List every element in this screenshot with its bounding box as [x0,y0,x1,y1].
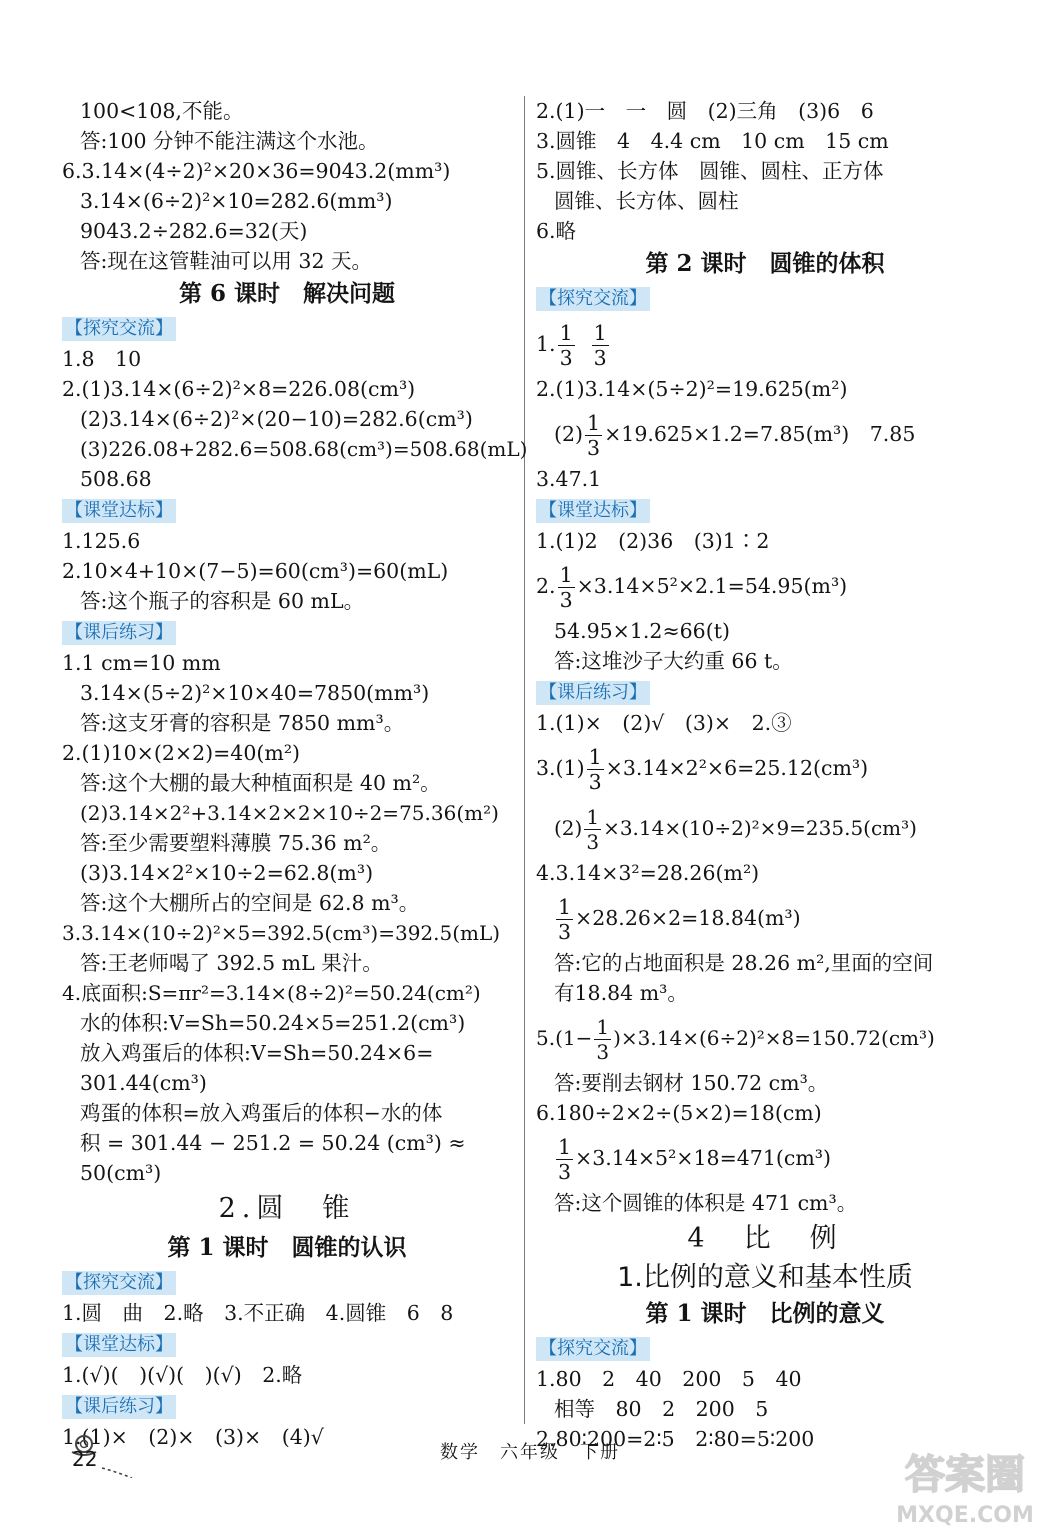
answer-line: 1.(1)2 (2)36 (3)1∶2 [536,529,770,553]
answer-line [536,314,994,374]
fraction-denominator: 3 [559,588,573,612]
answer-line: 答:这个大棚的最大种植面积是 40 m²。 [80,771,441,795]
fraction-numerator: 1 [588,745,602,769]
watermark-logo [880,1440,1050,1530]
answer-line: 1.125.6 [62,529,141,553]
section-tag-explore: 【探究交流】 [62,1271,176,1295]
answer-line: (2)3.14×(6÷2)²×(20−10)=282.6(cm³) [80,407,473,431]
fraction [556,1135,573,1184]
section-heading: 1.比例的意义和基本性质 [617,1262,913,1293]
answer-line: 3.47.1 [536,467,602,491]
answer-line: 2.(1)3.14×(5÷2)²=19.625(m²) [536,377,848,401]
answer-line [536,798,994,858]
fraction-denominator: 3 [558,1160,572,1184]
answer-line: 3.圆锥 4 4.4 cm 10 cm 15 cm [536,129,889,153]
left-column [62,96,528,1452]
answer-line: 答:王老师喝了 392.5 mL 果汁。 [80,951,383,975]
section-tag-explore: 【探究交流】 [536,287,650,311]
watermark-text: 答案圈 [905,1452,1025,1498]
fraction [585,411,602,460]
answer-line: 放入鸡蛋后的体积:V=Sh=50.24×6= [80,1041,434,1065]
fraction [558,321,575,370]
fraction [592,321,609,370]
answer-line [536,1128,994,1188]
fraction-denominator: 3 [588,770,602,794]
answer-line: 圆锥、长方体、圆柱 [554,189,739,213]
answer-line: 6.180÷2×2÷(5×2)=18(cm) [536,1101,822,1125]
fraction-denominator: 3 [587,436,601,460]
item-number: 2. [536,574,556,598]
answer-line: 答:这支牙膏的容积是 7850 mm³。 [80,711,405,735]
page-number: 22 [72,1447,98,1471]
answer-line: 答:要削去钢材 150.72 cm³。 [554,1071,829,1095]
formula-text: ×3.14×2²×6=25.12(cm³) [605,756,869,780]
answer-line: 有18.84 m³。 [554,981,688,1005]
right-column [536,96,994,1454]
answer-line: 答:这个瓶子的容积是 60 mL。 [80,589,365,613]
watermark-url: MXQE.COM [896,1503,1034,1528]
answer-line: 3.14×(5÷2)²×10×40=7850(mm³) [80,681,430,705]
section-tag-after: 【课后练习】 [62,1395,176,1419]
item-number: (2) [554,422,584,446]
book-label: 数学 六年级 下册 [440,1442,620,1463]
answer-line: 2.(1)3.14×(6÷2)²×8=226.08(cm³) [62,377,416,401]
fraction-numerator: 1 [586,805,600,829]
answer-line: 50(cm³) [80,1161,162,1185]
answer-line: 6.3.14×(4÷2)²×20×36=9043.2(mm³) [62,159,451,183]
lesson-heading: 第 1 课时 圆锥的认识 [167,1234,407,1261]
fraction-denominator: 3 [596,1040,610,1064]
fraction-denominator: 3 [558,920,572,944]
answer-line: (3)226.08+282.6=508.68(cm³)=508.68(mL) [80,437,528,461]
answer-line: 积 = 301.44 − 251.2 = 50.24 (cm³) ≈ [80,1131,466,1155]
answer-line: 答:现在这管鞋油可以用 32 天。 [80,249,373,273]
formula-text: ×28.26×2=18.84(m³) [575,906,801,930]
answer-line: 9043.2÷282.6=32(天) [80,219,308,243]
answer-line: 4.3.14×3²=28.26(m²) [536,861,760,885]
answer-line [536,1008,994,1068]
formula-text: ×3.14×5²×2.1=54.95(m³) [576,574,848,598]
lesson-heading: 第 1 课时 比例的意义 [645,1300,885,1327]
item-number: 3.(1) [536,756,585,780]
answer-line: 2.80∶200=2∶5 2∶80=5∶200 [536,1427,815,1451]
answer-line: 5.圆锥、长方体 圆锥、圆柱、正方体 [536,159,884,183]
formula-text: )×3.14×(6÷2)²×8=150.72(cm³) [613,1026,935,1050]
fraction-denominator: 3 [593,346,607,370]
answer-line: 2.(1)一 一 圆 (2)三角 (3)6 6 [536,99,874,123]
fraction [587,745,604,794]
answer-line: 301.44(cm³) [80,1071,207,1095]
section-tag-class: 【课堂达标】 [536,499,650,523]
formula-text: ×3.14×(10÷2)²×9=235.5(cm³) [603,816,917,840]
fraction [594,1015,611,1064]
answer-line: 3.14×(6÷2)²×10=282.6(mm³) [80,189,393,213]
answer-line: 答:这个大棚所占的空间是 62.8 m³。 [80,891,420,915]
section-tag-explore: 【探究交流】 [536,1337,650,1361]
answer-line: 1.80 2 40 200 5 40 [536,1367,802,1391]
answer-line: 54.95×1.2≈66(t) [554,619,730,643]
unit-heading: 4 比 例 [687,1223,843,1254]
answer-line: 2.10×4+10×(7−5)=60(cm³)=60(mL) [62,559,449,583]
answer-line: 1.圆 曲 2.略 3.不正确 4.圆锥 6 8 [62,1301,454,1325]
fraction-numerator: 1 [559,563,573,587]
answer-line: (2)3.14×2²+3.14×2×2×10÷2=75.36(m²) [80,801,499,825]
section-tag-explore: 【探究交流】 [62,317,176,341]
answer-line: 1.(1)× (2)× (3)× (4)√ [62,1425,324,1449]
section-tag-class: 【课堂达标】 [62,1333,176,1357]
section-tag-class: 【课堂达标】 [62,499,176,523]
answer-line: 6.略 [536,219,577,243]
answer-line: 1.1 cm=10 mm [62,651,221,675]
lesson-heading: 第 2 课时 圆锥的体积 [645,250,885,277]
answer-line: 答:至少需要塑料薄膜 75.36 m²。 [80,831,392,855]
answer-line: 答:100 分钟不能注满这个水池。 [80,129,379,153]
lesson-heading: 第 6 课时 解决问题 [178,280,396,307]
answer-line: 1.(1)× (2)√ (3)× 2.③ [536,711,792,735]
fraction [558,563,575,612]
fraction-numerator: 1 [596,1015,610,1039]
answer-line [536,556,994,616]
answer-line: (3)3.14×2²×10÷2=62.8(m³) [80,861,374,885]
item-number: 1. [536,332,556,356]
fraction-denominator: 3 [586,830,600,854]
answer-line: 答:这堆沙子大约重 66 t。 [554,649,793,673]
answer-line: 2.(1)10×(2×2)=40(m²) [62,741,301,765]
item-number: 5.(1− [536,1026,593,1050]
answer-line: 3.3.14×(10÷2)²×5=392.5(cm³)=392.5(mL) [62,921,501,945]
section-tag-after: 【课后练习】 [62,621,176,645]
section-tag-after: 【课后练习】 [536,681,650,705]
item-number: (2) [554,816,583,840]
answer-line: 相等 80 2 200 5 [554,1397,769,1421]
answer-line: 答:这个圆锥的体积是 471 cm³。 [554,1191,858,1215]
fraction-numerator: 1 [558,895,572,919]
fraction-numerator: 1 [558,1135,572,1159]
formula-text: ×3.14×5²×18=471(cm³) [575,1146,832,1170]
answer-line [536,404,994,464]
fraction-numerator: 1 [559,321,573,345]
fraction-numerator: 1 [593,321,607,345]
answer-line: 水的体积:V=Sh=50.24×5=251.2(cm³) [80,1011,466,1035]
unit-heading: 2.圆 锥 [218,1193,356,1224]
answer-line: 100<108,不能。 [80,99,244,123]
fraction-numerator: 1 [587,411,601,435]
answer-line: 508.68 [80,467,152,491]
answer-line [536,888,994,948]
answer-line: 1.8 10 [62,347,142,371]
fraction [556,895,573,944]
answer-line: 答:它的占地面积是 28.26 m²,里面的空间 [554,951,934,975]
formula-text: ×19.625×1.2=7.85(m³) 7.85 [604,422,916,446]
fraction-denominator: 3 [559,346,573,370]
answer-line: 4.底面积:S=πr²=3.14×(8÷2)²=50.24(cm²) [62,981,481,1005]
fraction [584,805,601,854]
answer-line: 1.(√)( )(√)( )(√) 2.略 [62,1363,303,1387]
answer-line [536,738,994,798]
answer-line: 鸡蛋的体积=放入鸡蛋后的体积−水的体 [80,1101,443,1125]
column-divider [524,96,525,1424]
